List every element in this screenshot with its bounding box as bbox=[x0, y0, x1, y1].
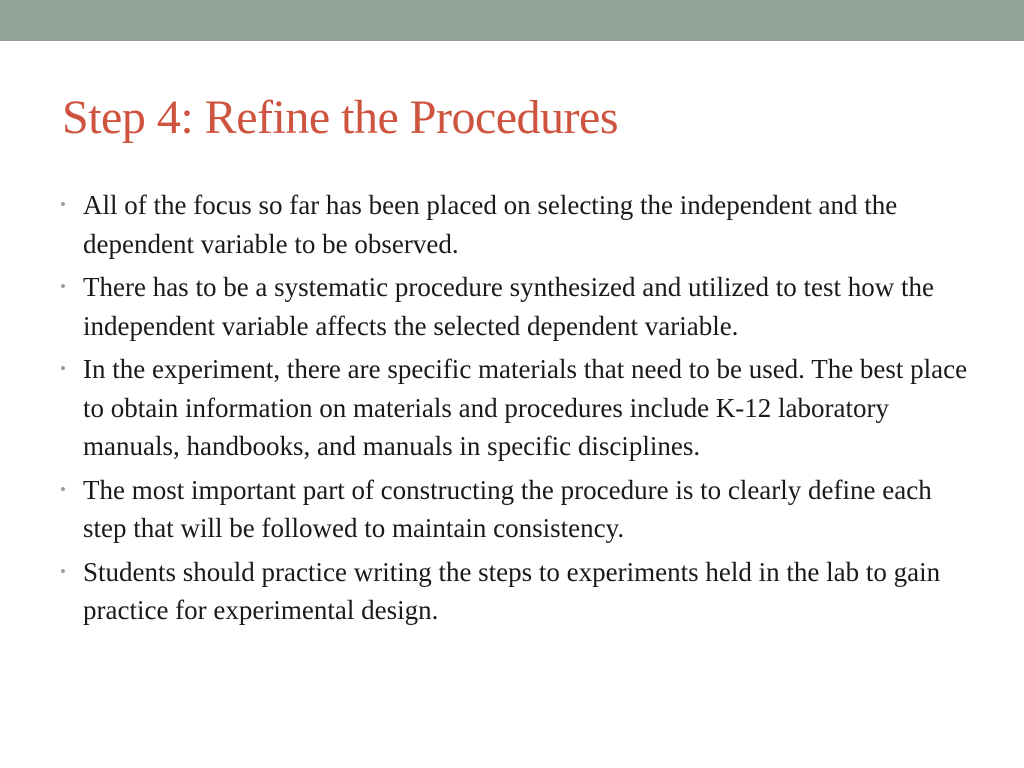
bullet-text: Students should practice writing the steps to experiments held in the lab to gain practice for experimental design. bbox=[83, 556, 941, 625]
bullet-list bbox=[60, 186, 980, 635]
bullet-text: There has to be a systematic procedure synthesized and utilized to test how the independent variable affects the selected dependent variable. bbox=[83, 272, 934, 341]
bullet-dot-icon: • bbox=[60, 479, 66, 499]
bullet-item bbox=[60, 471, 980, 548]
bullet-text: The most important part of constructing the procedure is to clearly define each step that will be followed to maintain consistency. bbox=[83, 474, 932, 543]
bullet-item bbox=[60, 186, 980, 263]
slide-title: Step 4: Refine the Procedures bbox=[62, 91, 619, 144]
bullet-text: In the experiment, there are specific materials that need to be used. The best place to obtain information on materials and procedures include K-12 laboratory manuals, handbooks, and manuals in specific disciplines. bbox=[83, 354, 968, 461]
bullet-dot-icon: • bbox=[60, 195, 66, 214]
bullet-dot-icon: • bbox=[60, 277, 66, 296]
bullet-dot-icon: • bbox=[60, 359, 66, 378]
top-accent-band bbox=[0, 0, 1024, 41]
bullet-dot-icon: • bbox=[60, 561, 66, 581]
bullet-item bbox=[60, 553, 980, 630]
bullet-text: All of the focus so far has been placed on selecting the independent and the dependent variable to be observed. bbox=[83, 190, 898, 259]
bullet-item bbox=[60, 350, 980, 466]
bullet-item bbox=[60, 268, 980, 345]
